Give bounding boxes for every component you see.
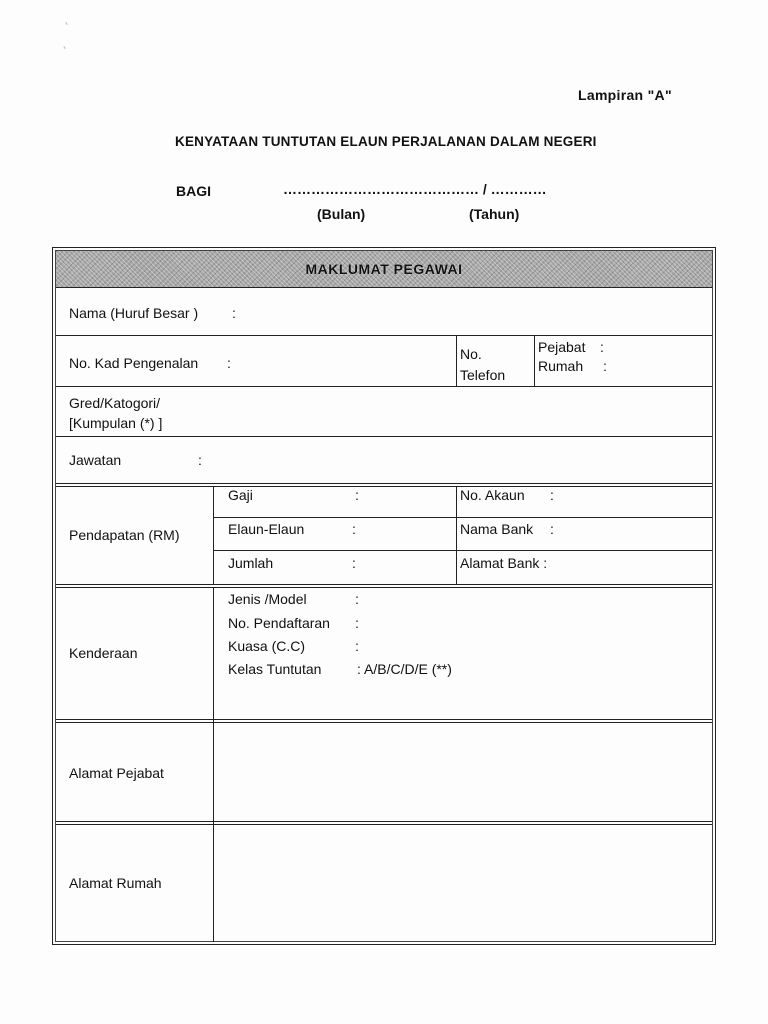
bank-name-colon: : (550, 521, 554, 537)
claim-class-label: Kelas Tuntutan (228, 661, 322, 677)
year-caption: (Tahun) (469, 206, 520, 222)
account-number-colon: : (550, 487, 554, 503)
bank-name-label: Nama Bank (460, 521, 534, 537)
column-divider (534, 335, 535, 386)
engine-capacity-colon: : (355, 638, 359, 654)
registration-label: No. Pendaftaran (228, 615, 330, 631)
claim-class-value: : A/B/C/D/E (**) (357, 661, 452, 677)
row-divider (56, 584, 712, 585)
column-divider (456, 486, 457, 584)
allowances-colon: : (352, 521, 356, 537)
vehicle-model-colon: : (355, 591, 359, 607)
bank-address-label: Alamat Bank : (460, 555, 548, 571)
home-phone-label: Rumah (538, 358, 584, 374)
registration-colon: : (355, 615, 359, 631)
ic-number-colon: : (227, 355, 231, 371)
appendix-label: Lampiran "A" (578, 87, 672, 103)
column-divider (213, 587, 214, 942)
engine-capacity-label: Kuasa (C.C) (228, 638, 306, 654)
grade-label-line1: Gred/Katogori/ (69, 395, 161, 411)
office-address-label: Alamat Pejabat (69, 765, 164, 781)
row-divider (56, 386, 712, 387)
column-divider (213, 486, 214, 584)
allowances-label: Elaun-Elaun (228, 521, 305, 537)
bagi-label: BAGI (176, 183, 211, 199)
phone-label-line1: No. (460, 346, 482, 362)
name-colon: : (232, 305, 236, 321)
form-inner-border (55, 250, 713, 942)
income-label: Pendapatan (RM) (69, 527, 180, 543)
row-divider (56, 722, 712, 723)
row-divider (56, 824, 712, 825)
row-divider (56, 486, 712, 487)
vehicle-model-label: Jenis /Model (228, 591, 307, 607)
office-phone-label: Pejabat (538, 339, 586, 355)
income-row-divider (213, 517, 712, 518)
home-address-label: Alamat Rumah (69, 875, 162, 891)
home-phone-colon: : (603, 358, 607, 374)
account-number-label: No. Akaun (460, 487, 525, 503)
row-divider (56, 436, 712, 437)
row-divider (56, 587, 712, 588)
grade-label-line2: [Kumpulan (*) ] (69, 415, 163, 431)
scan-speck (63, 46, 65, 49)
row-divider (56, 483, 712, 484)
salary-colon: : (355, 487, 359, 503)
row-divider (56, 335, 712, 336)
vehicle-label: Kenderaan (69, 645, 138, 661)
column-divider (456, 335, 457, 386)
section-header-title: MAKLUMAT PEGAWAI (305, 261, 463, 277)
row-divider (56, 719, 712, 720)
total-label: Jumlah (228, 555, 274, 571)
office-phone-colon: : (600, 339, 604, 355)
salary-label: Gaji (228, 487, 253, 503)
position-colon: : (198, 452, 202, 468)
scan-speck (65, 22, 67, 25)
income-row-divider (213, 550, 712, 551)
total-colon: : (352, 555, 356, 571)
position-label: Jawatan (69, 452, 122, 468)
phone-label-line2: Telefon (460, 367, 506, 383)
name-label: Nama (Huruf Besar ) (69, 305, 199, 321)
ic-number-label: No. Kad Pengenalan (69, 355, 199, 371)
month-year-blank[interactable]: …………………………………… / ………… (283, 181, 547, 197)
document-title: KENYATAAN TUNTUTAN ELAUN PERJALANAN DALAM NEGERI (175, 134, 597, 149)
month-caption: (Bulan) (317, 206, 366, 222)
row-divider (56, 821, 712, 822)
